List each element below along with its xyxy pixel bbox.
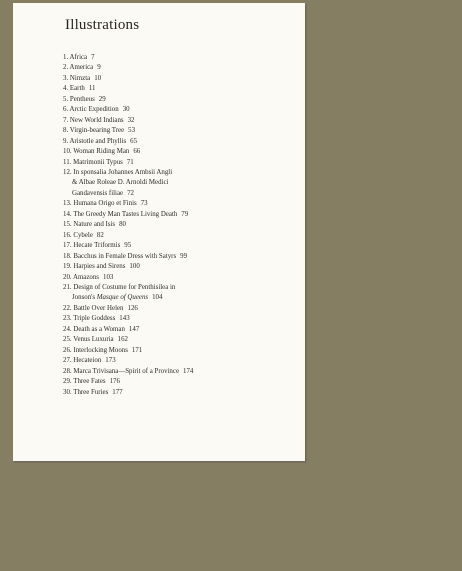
list-item-continuation <box>63 189 299 199</box>
item-title: Hecateion <box>73 357 102 365</box>
list-item <box>63 147 299 157</box>
item-title: Aristotle and Phyllis <box>69 137 127 145</box>
item-page: 11 <box>88 85 96 93</box>
list-item <box>63 262 299 272</box>
list-item-continuation <box>63 178 299 188</box>
item-page: 29 <box>98 95 106 103</box>
list-item <box>63 95 299 105</box>
item-title-line-2: & Albae Roleae D. Arnoldi Medici <box>72 179 169 187</box>
item-title: Humana Origo et Finis <box>73 200 137 208</box>
item-title: Arctic Expedition <box>69 106 119 114</box>
item-number: 22. <box>63 304 72 312</box>
item-page: 177 <box>112 388 123 396</box>
item-number: 5. <box>63 95 69 103</box>
item-title: Three Fates <box>73 378 106 386</box>
item-number: 18. <box>63 252 72 260</box>
item-page: 32 <box>127 116 135 124</box>
item-number: 9. <box>63 137 69 145</box>
item-title: Nature and Isis <box>73 221 116 229</box>
list-item <box>63 304 299 314</box>
item-page: 99 <box>180 252 188 260</box>
item-title-italic: Masque of Queens <box>96 294 149 302</box>
item-title: Marca Trivisana—Spirit of a Province <box>73 367 179 375</box>
item-number: 8. <box>63 127 69 135</box>
item-title-line-2: Jonson's <box>72 294 97 302</box>
item-page: 66 <box>133 148 141 156</box>
item-title: Woman Riding Man <box>73 148 130 156</box>
item-page: 71 <box>126 158 134 166</box>
item-number: 17. <box>63 242 72 250</box>
item-page: 73 <box>140 200 148 208</box>
item-title: New World Indians <box>69 116 124 124</box>
item-number: 21. <box>63 283 72 291</box>
item-number: 2. <box>63 64 69 72</box>
item-number: 10. <box>63 148 72 156</box>
item-number: 30. <box>63 388 72 396</box>
item-page: 53 <box>128 127 136 135</box>
list-item <box>63 335 299 345</box>
item-number: 28. <box>63 367 72 375</box>
item-number: 20. <box>63 273 72 281</box>
item-title-line-3: Gandavensis filiae <box>72 189 124 197</box>
list-item <box>63 273 299 283</box>
illustrations-list <box>63 53 299 398</box>
item-page: 147 <box>128 325 140 333</box>
item-title: Cybele <box>73 231 93 239</box>
list-item <box>63 74 299 84</box>
item-number: 26. <box>63 346 72 354</box>
item-title: Nimzta <box>69 74 91 82</box>
item-title: Triple Goddess <box>73 315 116 323</box>
item-page: 174 <box>183 367 194 375</box>
list-item <box>63 283 299 293</box>
list-item <box>63 210 299 220</box>
item-title: Earth <box>69 85 85 93</box>
item-number: 12. <box>63 168 72 176</box>
item-page: 171 <box>131 346 143 354</box>
item-number: 15. <box>63 221 72 229</box>
item-title: Hecate Triformis <box>73 242 121 250</box>
item-page: 104 <box>152 294 163 302</box>
list-item <box>63 252 299 262</box>
list-item <box>63 346 299 356</box>
item-page: 95 <box>124 242 132 250</box>
item-page: 103 <box>103 273 114 281</box>
item-page: 7 <box>91 54 95 61</box>
item-title: Three Furies <box>73 388 109 396</box>
list-item <box>63 168 299 178</box>
list-item <box>63 325 299 335</box>
list-item <box>63 314 299 324</box>
list-item <box>63 116 299 126</box>
item-number: 25. <box>63 336 72 344</box>
item-number: 4. <box>63 85 69 93</box>
item-title: Battle Over Helen <box>73 304 124 312</box>
item-number: 7. <box>63 116 69 124</box>
list-item <box>63 84 299 94</box>
item-number: 1. <box>63 54 69 61</box>
item-page: 82 <box>96 231 104 239</box>
item-page: 30 <box>122 106 130 114</box>
item-number: 14. <box>63 210 72 218</box>
page-title: Illustrations <box>65 17 140 33</box>
item-title: Amazons <box>72 273 99 281</box>
list-item <box>63 231 299 241</box>
item-title: Harpies and Sirens <box>73 263 126 271</box>
list-item <box>63 220 299 230</box>
item-page: 72 <box>127 189 134 197</box>
item-number: 6. <box>63 106 69 114</box>
item-title: Bacchus in Female Dress with Satyrs <box>73 252 177 260</box>
item-page: 126 <box>127 304 138 312</box>
item-number: 27. <box>63 357 72 365</box>
list-item <box>63 63 299 73</box>
item-page: 173 <box>105 357 116 365</box>
item-number: 24. <box>63 325 72 333</box>
item-page: 100 <box>129 263 140 271</box>
list-item <box>63 388 299 398</box>
item-number: 29. <box>63 378 72 386</box>
item-page: 176 <box>109 378 120 386</box>
item-page: 9 <box>97 64 101 72</box>
item-title: Matrimonii Typus <box>73 158 123 166</box>
item-title: Pentheus <box>69 95 95 103</box>
item-number: 23. <box>63 315 72 323</box>
item-title: Death as a Woman <box>73 325 125 333</box>
item-page: 65 <box>130 137 138 145</box>
item-page: 143 <box>119 315 130 323</box>
item-page: 10 <box>94 74 102 82</box>
item-number: 16. <box>63 231 72 239</box>
list-item <box>63 126 299 136</box>
list-item <box>63 367 299 377</box>
list-item-continuation <box>63 293 299 303</box>
list-item <box>63 241 299 251</box>
item-title: Africa <box>69 54 88 61</box>
list-item <box>63 158 299 168</box>
item-title: Interlocking Moons <box>73 346 128 354</box>
list-item <box>63 199 299 209</box>
list-item <box>63 105 299 115</box>
item-number: 11. <box>63 158 72 166</box>
item-title: Venus Luxuria <box>73 336 114 344</box>
item-title: Design of Costume for Penthisilea in <box>73 283 176 291</box>
list-item <box>63 53 299 63</box>
item-title: In sponsalia Johannes Ambsii Angli <box>73 168 173 176</box>
book-page <box>13 3 305 461</box>
list-item <box>63 356 299 366</box>
list-item <box>63 137 299 147</box>
item-number: 19. <box>63 263 72 271</box>
item-title: America <box>69 64 94 72</box>
item-title: Virgin-bearing Tree <box>69 127 125 135</box>
item-page: 162 <box>117 336 128 344</box>
item-page: 80 <box>119 221 126 229</box>
item-number: 13. <box>63 200 72 208</box>
item-title: The Greedy Man Tastes Living Death <box>73 210 178 218</box>
list-item <box>63 377 299 387</box>
item-page: 79 <box>181 210 189 218</box>
item-number: 3. <box>63 74 69 82</box>
